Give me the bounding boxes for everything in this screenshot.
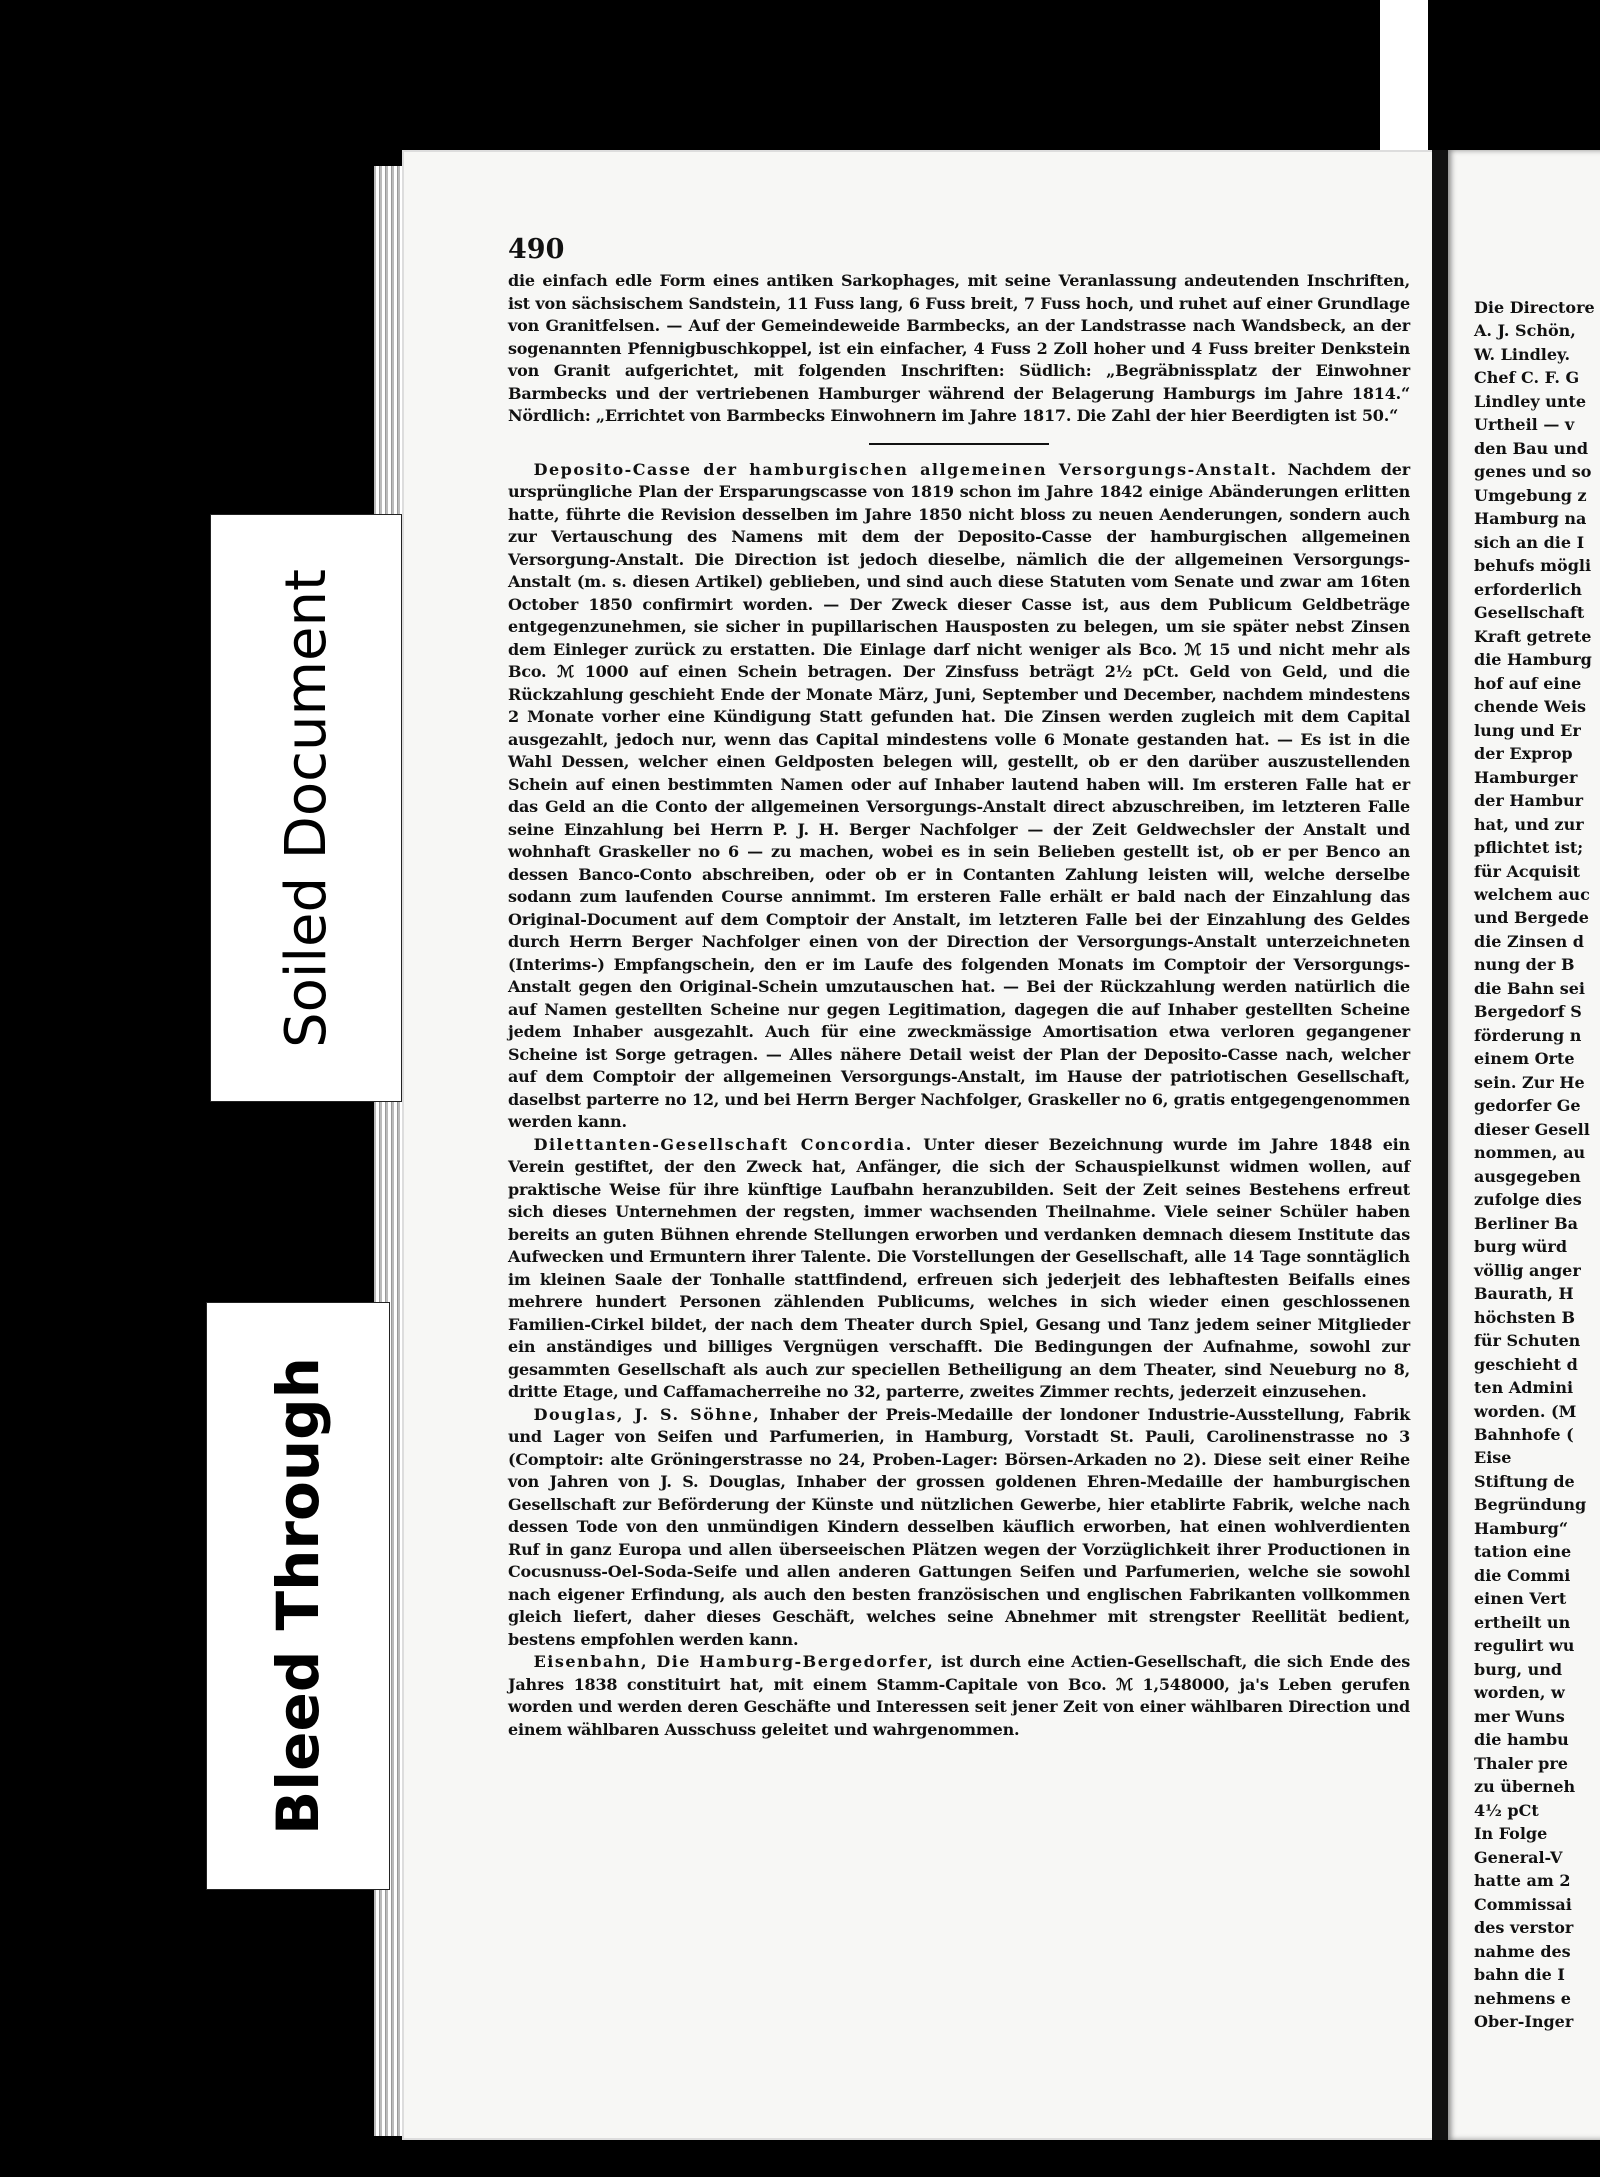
entry-heading: Deposito-Casse der hamburgischen allgemeinen Versorgungs-Anstalt. xyxy=(533,459,1278,479)
facing-page-line: die Bahn sei xyxy=(1474,978,1586,998)
facing-page-line: W. Lindley. xyxy=(1474,344,1571,364)
facing-page-line: völlig anger xyxy=(1474,1260,1581,1280)
facing-page-line: der Exprop xyxy=(1474,744,1573,764)
facing-page-line: Die Directore xyxy=(1474,298,1595,317)
facing-page-line: nahme des xyxy=(1474,1941,1571,1961)
facing-page-line: Thaler pre xyxy=(1474,1753,1568,1773)
facing-page-line: welchem auc xyxy=(1474,884,1590,904)
facing-page-line: nommen, au xyxy=(1474,1143,1586,1163)
facing-page-line: Hamburg na xyxy=(1474,509,1587,529)
facing-page-line: genes und so xyxy=(1474,462,1592,482)
facing-page-line: worden, w xyxy=(1474,1683,1565,1703)
facing-page-line: zu überneh xyxy=(1474,1777,1576,1797)
facing-page-line: dieser Gesell xyxy=(1474,1119,1590,1139)
facing-page-line: Umgebung z xyxy=(1474,485,1587,505)
facing-page-line: und Bergede xyxy=(1474,908,1589,928)
facing-page-line: die hambu xyxy=(1474,1730,1569,1750)
facing-page-line: pflichtet ist; xyxy=(1474,838,1584,858)
facing-page-line: Lindley unte xyxy=(1474,391,1587,411)
paragraph-text: die einfach edle Form eines antiken Sarkophages, mit seine Veranlassung andeutenden Inschriften, ist von sächsischem Sandstein, 11 Fuss lang, 6 Fuss breit, 7 Fuss hoch, und ruhet auf einer Grundlage von Granitfelsen. — Auf der Gemeindeweide Barmbecks, an der Landstrasse nach Wandsbeck, an der sogenannten Pfennigbuschkoppel, ist ein einfacher, 4 Fuss 2 Zoll hoher und 4 Fuss breiter Denkstein von Granit aufgerichtet, mit folgenden Inschriften: Südlich: „Begräbnissplatz der Einwohner Barmbecks und der vertriebenen Hamburger während der Belagerung Hamburgs im Jahre 1814.“ Nördlich: „Errichtet von Barmbecks Einwohnern im Jahre 1817. Die Zahl der hier Beerdigten ist 50.“ xyxy=(508,271,1410,425)
entry-heading: Dilettanten-Gesellschaft Concordia. xyxy=(533,1134,913,1154)
facing-page-line: ten Admini xyxy=(1474,1378,1574,1398)
facing-page-line: worden. (M xyxy=(1474,1401,1577,1421)
facing-page-line: Baurath, H xyxy=(1474,1284,1574,1304)
facing-page-line: einem Orte xyxy=(1474,1049,1575,1069)
facing-page-line: sein. Zur He xyxy=(1474,1072,1585,1092)
facing-page-line: nung der B xyxy=(1474,955,1575,975)
facing-page-line: Chef C. F. G xyxy=(1474,368,1580,388)
facing-page-line: hof auf eine xyxy=(1474,673,1582,693)
binding-strip xyxy=(1380,0,1428,150)
facing-page-line: die Commi xyxy=(1474,1565,1571,1585)
facing-page-line: geschieht d xyxy=(1474,1354,1578,1374)
facing-page-line: für Schuten xyxy=(1474,1331,1581,1351)
bleed-through-label-text: Bleed Through xyxy=(264,1357,333,1835)
facing-page-line: mer Wuns xyxy=(1474,1706,1565,1726)
facing-page-line: nehmens e xyxy=(1474,1988,1571,2008)
entry-eisenbahn xyxy=(508,1651,1410,1741)
bleed-through-label xyxy=(206,1302,390,1890)
facing-page-line: der Hambur xyxy=(1474,791,1584,811)
facing-page-line: Commissai xyxy=(1474,1894,1572,1914)
facing-page-line: burg würd xyxy=(1474,1237,1568,1257)
facing-page-line: Hamburger xyxy=(1474,767,1578,787)
facing-page-line: Stiftung de xyxy=(1474,1471,1575,1491)
facing-page-line: für Acquisit xyxy=(1474,861,1581,881)
facing-page-line: burg, und xyxy=(1474,1659,1563,1679)
entry-douglas xyxy=(508,1404,1410,1652)
entry-text: ist durch eine Actien-Gesellschaft, die sich Ende des Jahres 1838 constituirt hat, mit einem Stamm-Capitale von Bco. ℳ 1,548000, ja's Leben gerufen worden und werden deren Geschäfte und Interessen seit jener Zeit von einer wählbaren Direction und einem wählbaren Ausschuss geleitet und wahrgenommen. xyxy=(508,1652,1411,1739)
entry-text: Nachdem der ursprüngliche Plan der Ersparungscasse von 1819 schon im Jahre 1842 einige Abänderungen erlitten hatte, führte die Revision desselben im Jahre 1850 nicht bloss zu neuen Aenderungen, sondern auch zur Vertauschung des Namens mit dem der Deposito-Casse der hamburgischen allgemeinen Versorgung-Anstalt. Die Direction ist jedoch dieselbe, nämlich die der allgemeinen Versorgungs-Anstalt (m. s. diesen Artikel) geblieben, und sind auch diese Statuten vom Senate und zwar am 16ten October 1850 confirmirt worden. — Der Zweck dieser Casse ist, aus dem Publicum Geldbeträge entgegenzunehmen, sie sicher in pupillarischen Hausposten zu belegen, um sie später nebst Zinsen dem Einleger zurück zu erstatten. Die Einlage darf nicht weniger als Bco. ℳ 15 und nicht mehr als Bco. ℳ 1000 auf einen Schein betragen. Der Zinsfuss beträgt 2½ pCt. Geld von Geld, und die Rückzahlung geschieht Ende der Monate März, Juni, September und December, nachdem mindestens 2 Monate vorher eine Kündigung Statt gefunden hat. Die Zinsen werden zugleich mit dem Capital ausgezahlt, jedoch nur, wenn das Capital mindestens volle 6 Monate gestanden hat. — Es ist in die Wahl Dessen, welcher einen Geldposten belegen will, gestellt, ob er den darüber auszustellenden Schein auf einen bestimmten Namen oder auf Inhaber lautend haben will. Im ersteren Falle hat er das Geld an die Conto der allgemeinen Versorgungs-Anstalt direct abzuschreiben, im letzteren Falle seine Einzahlung bei Herrn P. J. H. Berger Nachfolger — der Zeit Geldwechsler der Anstalt und wohnhaft Graskeller no 6 — zu machen, wobei es in sein Belieben gestellt ist, ob er per Benco an dessen Banco-Conto abschreiben, oder ob er in Contanten Zahlung leisten will, welche derselbe sodann zum laufenden Course annimmt. Im ersteren Falle erhält er bald nach der Einzahlung das Original-Document auf dem Comptoir der Anstalt, im letzteren Falle bei der Einzahlung des Geldes durch Herrn Berger Nachfolger einen von der Direction der Versorgungs-Anstalt unterzeichneten (Interims-) Empfangschein, den er im Laufe des folgenden Monats im Comptoir der Versorgungs-Anstalt gegen den Original-Schein umzutauschen hat. — Bei der Rückzahlung werden natürlich die auf Namen gestellten Scheine nur gegen Legitimation, dagegen die auf Inhaber gestellten Scheine jedem Inhaber ausgezahlt. Auch für eine zweckmässige Amortisation etwa verloren gegangener Scheine ist Sorge getragen. — Alles nähere Detail weist der Plan der Deposito-Casse nach, welcher auf dem Comptoir der allgemeinen Versorgungs-Anstalt, im Hause der patriotischen Gesellschaft, daselbst parterre no 12, und bei Herrn Berger Nachfolger, Graskeller no 6, gratis entgegengenommen werden kann. xyxy=(508,459,1411,1131)
section-separator xyxy=(869,443,1049,445)
facing-page-line: den Bau und xyxy=(1474,438,1589,458)
facing-page-line: 4½ pCt xyxy=(1474,1800,1539,1820)
facing-page-line: gedorfer Ge xyxy=(1474,1096,1581,1116)
entry-text: Unter dieser Bezeichnung wurde im Jahre 1848 ein Verein gestiftet, der den Zweck hat, Anfänger, die sich der Schauspielkunst widmen wollen, auf praktische Weise für ihre künftige Laufbahn heranzubilden. Seit der Zeit seines Bestehens erfreut sich dieses Unternehmen der regsten, immer wachsenden Theilnahme. Viele seiner Schüler haben bereits an guten Bühnen ehrende Stellungen erworben und verdanken demnach diesem Institute das Aufwecken und Ermuntern ihrer Talente. Die Vorstellungen der Gesellschaft, alle 14 Tage sonntäglich im kleinen Saale der Tonhalle stattfindend, erfreuen sich jederjeit des lebhaftesten Beifalls eines mehrere hundert Personen zählenden Publicums, welches in sich wieder einen geschlossenen Familien-Cirkel bildet, der nach dem Theater durch Spiel, Gesang und Tanz jedem seiner Mitglieder ein anständiges und billiges Vergnügen verschafft. Die Bedingungen der Aufnahme, sowohl zur gesammten Gesellschaft als auch zur speciellen Betheiligung an dem Theater, sind Neueburg no 8, dritte Etage, und Caffamacherreihe no 32, parterre, zweites Zimmer rechts, jederzeit einzusehen. xyxy=(508,1134,1410,1401)
facing-page-line: Gesellschaft xyxy=(1474,603,1585,623)
facing-page-line: ertheilt un xyxy=(1474,1612,1571,1632)
facing-page-line: die Zinsen d xyxy=(1474,931,1584,951)
facing-page-line: Hamburg“ xyxy=(1474,1518,1569,1538)
facing-page-line: die Hamburg xyxy=(1474,650,1592,670)
facing-page-line: zufolge dies xyxy=(1474,1190,1582,1210)
facing-page-line: tation eine xyxy=(1474,1542,1572,1562)
entry-heading: Douglas, J. S. Söhne, xyxy=(533,1404,761,1424)
facing-page-line: bahn die I xyxy=(1474,1965,1565,1985)
page-number: 490 xyxy=(508,234,565,265)
facing-page-line: förderung n xyxy=(1474,1025,1582,1045)
facing-page-line: ausgegeben xyxy=(1474,1166,1581,1186)
facing-page-line: lung und Er xyxy=(1474,720,1581,740)
entry-heading: Eisenbahn, Die Hamburg-Bergedorfer, xyxy=(533,1652,935,1671)
text-column xyxy=(508,270,1410,1741)
entry-deposito-casse xyxy=(508,459,1410,1134)
facing-page-line: Urtheil — v xyxy=(1474,415,1575,435)
facing-page-line: behufs mögli xyxy=(1474,556,1592,576)
facing-page-fragment xyxy=(1448,150,1600,2140)
paragraph-sarkophag xyxy=(508,270,1410,428)
entry-text: Inhaber der Preis-Medaille der londoner Industrie-Ausstellung, Fabrik und Lager von Seifen und Parfumerien, in Hamburg, Vorstadt St. Pauli, Carolinenstrasse no 3 (Comptoir: alte Gröningerstrasse no 24, Proben-Lager: Börsen-Arkaden no 2). Diese seit einer Reihe von Jahren von J. S. Douglas, Inhaber der grossen goldenen Ehren-Medaille der hamburgischen Gesellschaft zur Beförderung der Künste und nützlichen Gewerbe, hier etablirte Fabrik, welche nach dessen Tode von den unmündigen Kindern desselben käuflich erworben, hat einen wohlverdienten Ruf in ganz Europa und allen überseeischen Plätzen wegen der Vorzüglichkeit ihrer Productionen in Cocusnuss-Oel-Soda-Seife und allen anderen Gattungen Seifen und Parfumerien, welche sie sowohl nach eigener Erfindung, als auch den besten französischen und englischen Fabrikanten vollkommen gleich liefert, daher dieses Geschäft, welches seine Abnehmer mit strengster Reellität bedient, bestens empfohlen werden kann. xyxy=(508,1404,1411,1649)
facing-page-line: Bahnhofe ( xyxy=(1474,1425,1574,1444)
facing-page-line: hatte am 2 xyxy=(1474,1871,1571,1891)
facing-page-line: Ober-Inger xyxy=(1474,2012,1574,2031)
facing-page-line: erforderlich xyxy=(1474,579,1582,599)
entry-dilettanten-gesellschaft xyxy=(508,1134,1410,1404)
facing-page-line: Kraft getrete xyxy=(1474,626,1592,646)
facing-page-line: höchsten B xyxy=(1474,1307,1575,1327)
facing-page-line: hat, und zur xyxy=(1474,814,1584,834)
facing-page-line: In Folge xyxy=(1474,1824,1548,1844)
facing-page-line: Eise xyxy=(1474,1448,1512,1468)
facing-page-line: des verstor xyxy=(1474,1918,1574,1938)
facing-page-line: sich an die I xyxy=(1474,532,1585,552)
facing-page-line: einen Vert xyxy=(1474,1589,1567,1609)
soiled-document-label xyxy=(210,514,402,1102)
soiled-document-label-text: Soiled Document xyxy=(273,568,339,1048)
facing-page-line: Begründung xyxy=(1474,1495,1587,1515)
facing-page-line: regulirt wu xyxy=(1474,1636,1575,1656)
facing-page-line: General-V xyxy=(1474,1847,1563,1867)
facing-page-line: Berliner Ba xyxy=(1474,1213,1578,1233)
facing-page-line: Bergedorf S xyxy=(1474,1002,1582,1022)
facing-page-line: A. J. Schön, xyxy=(1474,321,1576,341)
facing-page-line: chende Weis xyxy=(1474,697,1587,717)
